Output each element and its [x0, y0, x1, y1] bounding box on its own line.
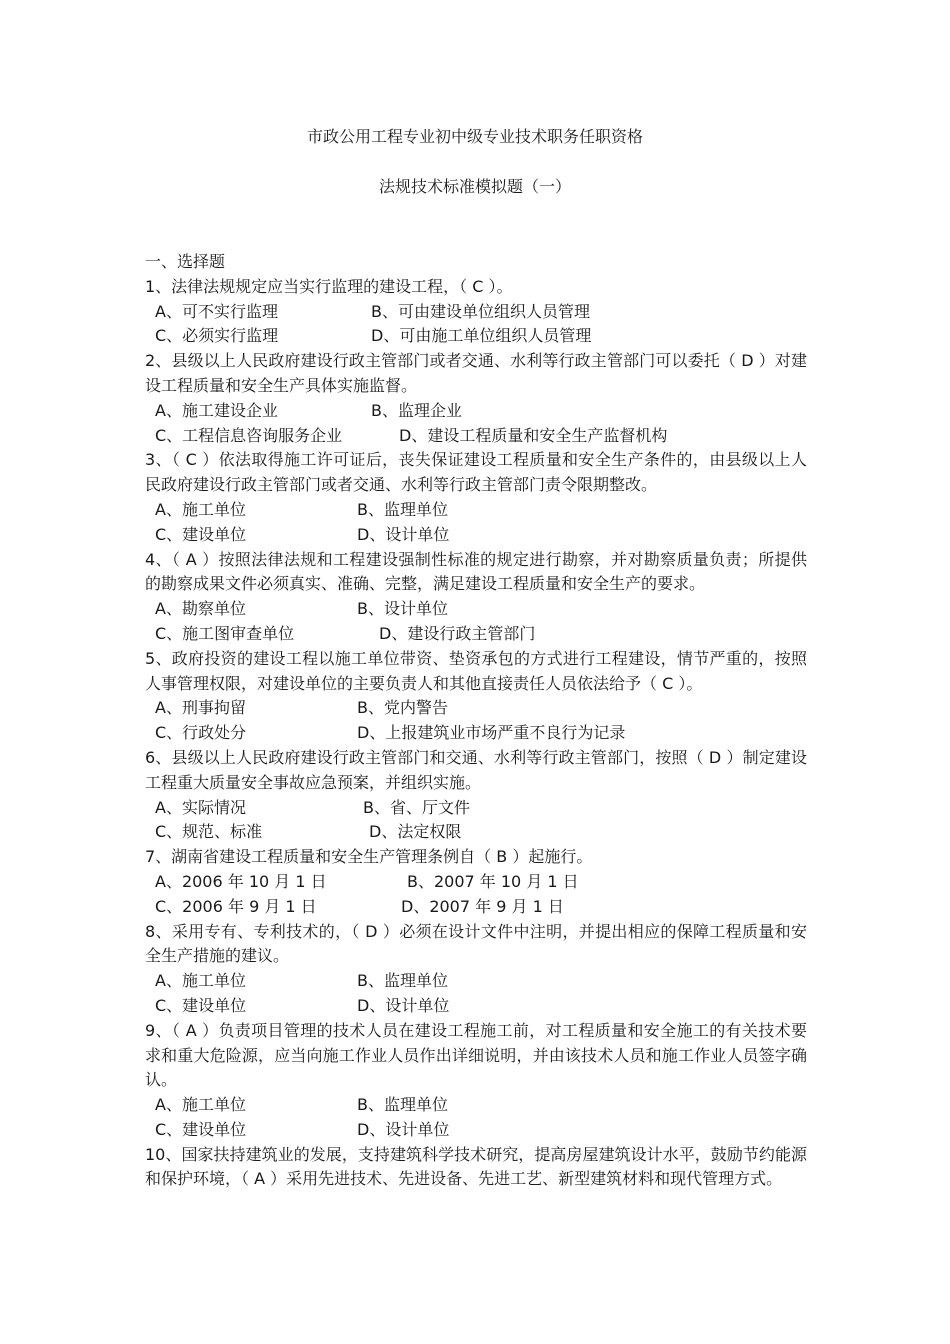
option-b: B、2007 年 10 月 1 日 — [407, 871, 579, 891]
option-d: D、建设工程质量和安全生产监督机构 — [399, 425, 668, 445]
option-a: A、施工单位 — [155, 499, 246, 519]
question-1-options-row-2 — [145, 324, 807, 349]
option-b: B、设计单位 — [357, 599, 448, 619]
option-d: D、建设行政主管部门 — [379, 623, 536, 643]
option-c: C、建设单位 — [155, 995, 247, 1015]
question-8-options-row-1 — [145, 969, 807, 994]
question-3-options-row-1 — [145, 498, 807, 523]
option-c: C、2006 年 9 月 1 日 — [155, 896, 317, 916]
question-6: 6、县级以上人民政府建设行政主管部门和交通、水利等行政主管部门，按照（ D ）制定建设工程重大质量安全事故应急预案，并组织实施。 — [145, 747, 807, 792]
option-a: A、施工建设企业 — [155, 400, 278, 420]
option-d: D、设计单位 — [357, 995, 450, 1015]
question-5-options-row-2 — [145, 721, 807, 746]
option-d: D、可由施工单位组织人员管理 — [371, 326, 592, 346]
option-a: A、勘察单位 — [155, 599, 246, 619]
question-5-options-row-1 — [145, 696, 807, 721]
question-9-options-row-2 — [145, 1118, 807, 1143]
question-2-options-row-2 — [145, 424, 807, 449]
option-c: C、必须实行监理 — [155, 326, 279, 346]
question-9: 9、（ A ）负责项目管理的技术人员在建设工程施工前，对工程质量和安全施工的有关技术要求和重大危险源，应当向施工作业人员作出详细说明，并由该技术人员和施工作业人员签字确认。 — [145, 1020, 807, 1090]
option-a: A、施工单位 — [155, 1095, 246, 1115]
option-c: C、规范、标准 — [155, 822, 263, 842]
question-7: 7、湖南省建设工程质量和安全生产管理条例自（ B ）起施行。 — [145, 847, 593, 867]
question-3: 3、（ C ）依法取得施工许可证后，丧失保证建设工程质量和安全生产条件的，由县级以上人民政府建设行政主管部门或者交通、水利等行政主管部门责令限期整改。 — [145, 450, 807, 495]
document-title: 市政公用工程专业初中级专业技术职务任职资格 — [306, 127, 643, 146]
option-b: B、可由建设单位组织人员管理 — [371, 301, 590, 321]
question-7-options-row-1 — [145, 870, 807, 895]
question-2-options-row-1 — [145, 399, 807, 424]
option-b: B、监理单位 — [357, 1095, 448, 1115]
option-b: B、监理单位 — [357, 499, 448, 519]
option-a: A、实际情况 — [155, 797, 246, 817]
option-b: B、监理单位 — [357, 971, 448, 991]
option-b: B、党内警告 — [357, 698, 448, 718]
option-c: C、施工图审查单位 — [155, 623, 295, 643]
option-a: A、可不实行监理 — [155, 301, 278, 321]
option-b: B、省、厅文件 — [363, 797, 470, 817]
question-2: 2、县级以上人民政府建设行政主管部门或者交通、水利等行政主管部门可以委托（ D ）对建设工程质量和安全生产具体实施监督。 — [145, 351, 807, 395]
option-a: A、2006 年 10 月 1 日 — [155, 871, 327, 891]
option-d: D、法定权限 — [369, 822, 462, 842]
option-a: A、刑事拘留 — [155, 698, 246, 718]
option-c: C、工程信息咨询服务企业 — [155, 425, 343, 445]
document-body — [145, 250, 807, 1192]
option-d: D、设计单位 — [357, 1119, 450, 1139]
question-1: 1、法律法规规定应当实行监理的建设工程，（ C ）。 — [145, 276, 513, 296]
section-heading: 一、选择题 — [145, 252, 226, 271]
question-4-options-row-1 — [145, 597, 807, 622]
question-6-options-row-2 — [145, 820, 807, 845]
question-6-options-row-1 — [145, 796, 807, 821]
option-d: D、上报建筑业市场严重不良行为记录 — [357, 723, 626, 743]
question-4-options-row-2 — [145, 622, 807, 647]
question-3-options-row-2 — [145, 523, 807, 548]
option-c: C、建设单位 — [155, 524, 247, 544]
question-5: 5、政府投资的建设工程以施工单位带资、垫资承包的方式进行工程建设，情节严重的，按照人事管理权限，对建设单位的主要负责人和其他直接责任人员依法给予（ C ）。 — [145, 648, 807, 693]
question-9-options-row-1 — [145, 1093, 807, 1118]
document-subtitle: 法规技术标准模拟题（一） — [378, 177, 571, 196]
question-8-options-row-2 — [145, 994, 807, 1019]
option-a: A、施工单位 — [155, 971, 246, 991]
question-7-options-row-2 — [145, 895, 807, 920]
question-10: 10、国家扶持建筑业的发展，支持建筑科学技术研究，提高房屋建筑设计水平，鼓励节约能源和保护环境，（ A ）采用先进技术、先进设备、先进工艺、新型建筑材料和现代管理方式。 — [145, 1144, 807, 1189]
question-4: 4、（ A ）按照法律法规和工程建设强制性标准的规定进行勘察，并对勘察质量负责；所提供的勘察成果文件必须真实、准确、完整，满足建设工程质量和安全生产的要求。 — [145, 549, 807, 594]
option-b: B、监理企业 — [371, 400, 462, 420]
option-d: D、设计单位 — [357, 524, 450, 544]
option-c: C、行政处分 — [155, 723, 247, 743]
question-8: 8、采用专有、专利技术的，（ D ）必须在设计文件中注明，并提出相应的保障工程质量和安全生产措施的建议。 — [145, 921, 807, 966]
question-1-options-row-1 — [145, 300, 807, 325]
option-d: D、2007 年 9 月 1 日 — [401, 896, 564, 916]
option-c: C、建设单位 — [155, 1119, 247, 1139]
